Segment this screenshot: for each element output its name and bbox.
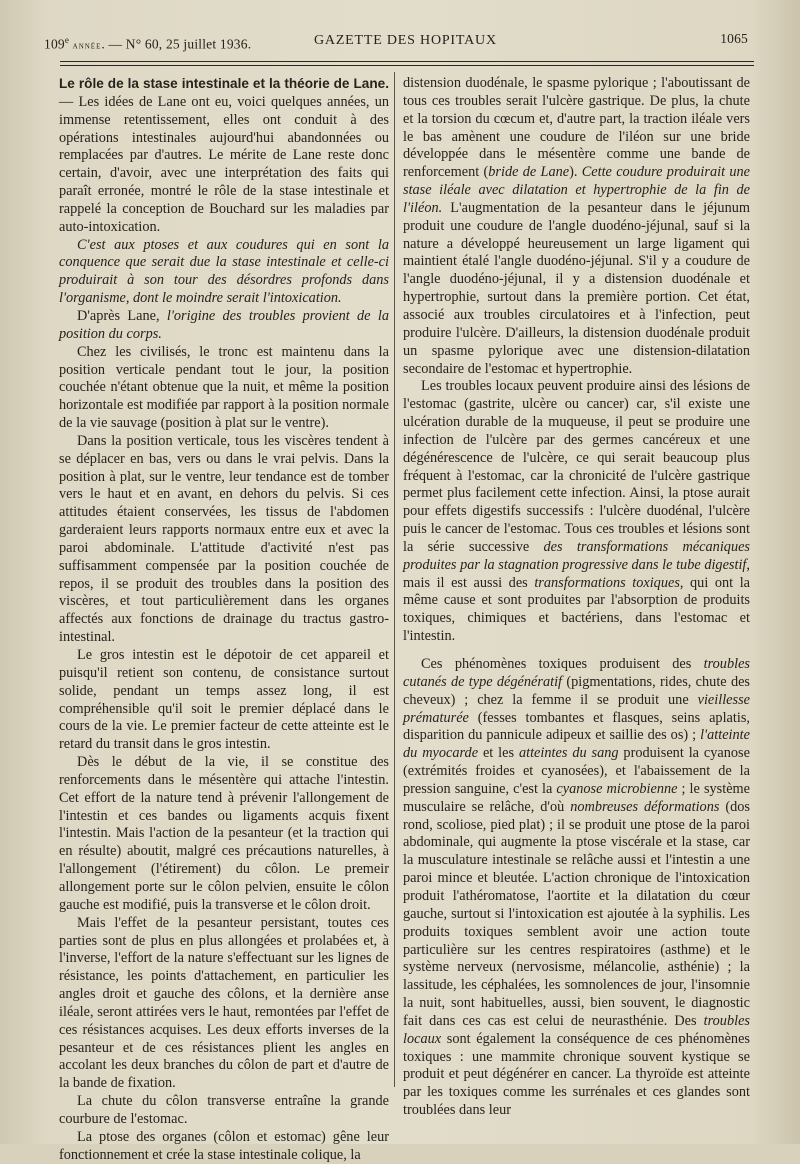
italic-text: nombreuses déformations	[570, 798, 720, 815]
article-paragraph	[59, 308, 389, 344]
article-paragraph: Chez les civilisés, le tronc est maintenu dans la position verticale pendant tout le jour, la position couchée n'étant obtenue que la nuit, et même la position horizontale est modifiée par rapport à la position normale de la vie sauvage (position à plat sur le ventre).	[59, 343, 389, 432]
article-paragraph	[59, 75, 389, 237]
article-paragraph	[403, 656, 750, 1120]
article-paragraph: Dans la position verticale, tous les viscères tendent à se déplacer en bas, vers ou dans le vrai pelvis. Dans la position à plat, sur le ventre, leur tendance est de tomber vers le haut et en avant, en dehors du pelvis. Si ces attitudes étaient conservées, les tissus de l'abdomen garderaient leurs rapports normaux entre eux et avec la paroi abdominale. L'attitude d'activité n'est pas suffisamment compensée par la position couchée de repos, il se produit des troubles dans la position des viscères, et tout particulièrement dans les organes affectés aux fonctions de drainage du tractus gastro-intestinal.	[59, 432, 389, 646]
italic-text: troubles cutanés de type dégénératif	[403, 656, 750, 690]
article-paragraph	[59, 237, 389, 308]
journal-title: GAZETTE DES HOPITAUX	[314, 33, 497, 48]
italic-text: vieillesse prématurée	[403, 691, 750, 726]
paragraph-text: distension duodénale, le spasme pylorique ; l'aboutissant de tous ces troubles serait l'ulcère gastrique. De plus, la chute et la torsion du cœcum et, d'autre part, la traction iléale vers le bas amènent une coudure de l'iléon sur une bride développée dans le mésentère comme une bande de renforcement (	[403, 75, 750, 181]
article-paragraph	[403, 75, 750, 378]
column-separator	[394, 72, 395, 1087]
article-paragraph: Le gros intestin est le dépotoir de cet appareil et puisqu'il retient son contenu, de consistance surtout solide, pendant un temps assez long, il est compréhensible qu'il soit le premier déplacé dans le cours de la vie. Le premier facteur de cette atteinte est le retard du transit dans le gros intestin.	[59, 647, 389, 753]
italic-text: cyanose microbienne	[556, 780, 678, 797]
italic-text: Cette coudure produirait une stase iléale avec dilatation et hypertrophie de la fin de l'iléon.	[403, 164, 750, 216]
page-header	[44, 31, 748, 53]
section-title: Le rôle de la stase intestinale et la théorie de Lane.	[59, 76, 389, 91]
right-column	[403, 75, 750, 1120]
paragraph-text: , qui ont la même cause et sont produites par l'absorption de produits toxiques, chimiques et bactériens, dans l'estomac et l'intestin.	[403, 574, 751, 645]
paragraph-text: D'après Lane,	[77, 307, 167, 324]
italic-text: atteintes du sang	[518, 745, 619, 762]
header-rule-top	[60, 61, 754, 62]
paragraph-text: Ces phénomènes toxiques produisent des	[421, 656, 704, 672]
italic-text: C'est aux ptoses et aux coudures qui en sont la conquence que serait due la stase intestinale et celle-ci produirait à son tour des désordres profonds dans l'organisme, dont le moindre serait l'intoxication.	[59, 236, 389, 307]
article-paragraph: Dès le début de la vie, il se constitue des renforcements dans le mésentère qui attache l'intestin. Cet effort de la nature tend à prévenir l'allongement de l'intestin et ces bandes ou ligaments acquis fixent l'intestin. Mais l'action de la pesanteur (et la traction qui en résulte) aboutit, malgré ces précautions naturelles, à l'allongement (l'étirement) du côlon. Le premeir allongement porte sur le côlon pelvien, ensuite le côlon gauche est modifié, puis la transverse et le côlon droit.	[59, 754, 389, 913]
paragraph-text: — Les idées de Lane ont eu, voici quelques années, un immense retentissement, elles ont conduit à des opérations intestinales aujourd'hui abandonnées ou remplacées par d'autres. Le mérite de Lane reste donc certain, d'avoir, avec une interprétation des faits qui paraît erronée, montré le rôle de la stase intestinale et rappelé la conception de Bouchard sur les maladies par auto-intoxication.	[59, 93, 389, 235]
italic-text: l'origine des troubles provient de la position du corps.	[59, 307, 389, 342]
paragraph-text: , mais il est aussi des	[403, 556, 750, 591]
paragraph-text: ; le système musculaire se relâche, d'où	[403, 780, 751, 815]
article-paragraph: La ptose des organes (côlon et estomac) gêne leur fonctionnement et crée la stase intestinale colique, la	[59, 1128, 389, 1163]
article-paragraph: Mais l'effet de la pesanteur persistant, toutes ces parties sont de plus en plus allongées et prolabées et, à l'inverse, l'effort de la nature s'effectuant sur les lignes de résistance, les points d'attachement, en particulier les angles droit et gauche des côlons, et la dernière anse iléale, seront attirées vers le haut, remontées par l'effet de ces résistances acquises. Les deux efforts inverses de la pesanteur et de ces résistances plient les angles en accolant les deux branches du côlon de part et d'autre de la bande de fixation.	[59, 914, 389, 1092]
article-paragraph: La chute du côlon transverse entraîne la grande courbure de l'estomac.	[59, 1093, 389, 1127]
left-column	[59, 75, 389, 1164]
paragraph-text: (fesses tombantes et flasques, seins aplatis, disparition du pannicule adipeux et saillie des os) ;	[403, 709, 750, 744]
italic-text: l'atteinte du myocarde	[403, 727, 750, 762]
paragraph-text: (pigmentations, rides, chute des cheveux) ; chez la femme il se produit une	[403, 673, 750, 708]
issue-word: année	[72, 40, 102, 52]
issue-date: . — N° 60, 25 juillet 1936.	[101, 36, 252, 52]
paragraph-text: (dos rond, scoliose, pied plat) ; il se produit une ptose de la paroi abdominale, qui augmente la ptose viscérale et la stase, car la musculature intestinale se relâche aussi et l'intestin a une paroi mince et bleutée. L'action chronique de l'intoxication produit l'athéromatose, l'aortite et la dilatation du cœur gauche, surtout si l'intoxication est ajoutée à la syphilis. Les produits toxiques semblent avoir une action toute particulière sur les centres respiratoires (asthme) et le système nerveux (nervosisme, mélancolie, asthénie) ; la lassitude, les céphalées, les somnolences de jour, l'insomnie la nuit, sont habituelles, aussi, bien souvent, le diagnostic fait dans ces cas est celui de neurasthénie. Des	[403, 798, 750, 1029]
paragraph-text: sont également la conséquence de ces phénomènes toxiques : une mammite chronique souvent kystique se produit et peut dégénérer en cancer. La thyroïde est atteinte par les toxiques comme les surrénales et ces glandes sont troublées dans leur	[403, 1030, 750, 1119]
paragraph-text: produisent la cyanose (extrémités froides et cyanosées), et l'abaissement de la pression sanguine, c'est la	[403, 745, 750, 797]
paragraph-text: L'augmentation de la pesanteur dans le jéjunum produit une coudure de l'angle duodéno-jéjunal, sauf si la nature a développé heureusement un large ligament qui maintient étalé l'angle duodéno-jéjunal. S'il y a coudure de l'angle duodéno-jéjunal, il y a distension duodénale et hypertrophie, surtout dans la première portion. Cet état, associé aux troubles circulatoires et à l'infection, peut produire l'ulcère. D'ailleurs, la distension duodénale produit un spasme pylorique avec une distension-dilatation secondaire de l'estomac et hypertrophie.	[403, 199, 750, 377]
page-number: 1065	[720, 31, 748, 46]
issue-number: 109	[44, 36, 65, 52]
italic-text: transformations toxiques	[534, 574, 680, 591]
paragraph-text: ).	[569, 164, 582, 181]
italic-text: bride de Lane	[488, 164, 570, 181]
issue-info	[44, 35, 251, 53]
article-paragraph	[403, 378, 750, 646]
paragraph-text: Les troubles locaux peuvent produire ainsi des lésions de l'estomac (gastrite, ulcère ou cancer) car, s'il existe une ulcération durable de la muqueuse, il peut se produire une infection de l'ulcère par des germes cancéreux et une dégénérescence de l'ulcère, ce qui serait beaucoup plus fréquent à l'estomac, car la chronicité de l'ulcère gastrique permet plus facilement cette infection. Ainsi, la ptose aurait pour effets digestifs successifs : l'ulcère duodénal, l'ulcère puis le cancer de l'estomac. Tous ces troubles et lésions sont la série successive	[403, 378, 750, 555]
header-rule-bottom	[60, 65, 754, 66]
issue-number-superscript: e	[64, 35, 70, 45]
italic-text: des transformations mécaniques produites par la stagnation progressive dans le tube digestif	[403, 538, 750, 573]
paragraph-text: et les	[478, 745, 519, 762]
italic-text: troubles locaux	[403, 1012, 750, 1047]
